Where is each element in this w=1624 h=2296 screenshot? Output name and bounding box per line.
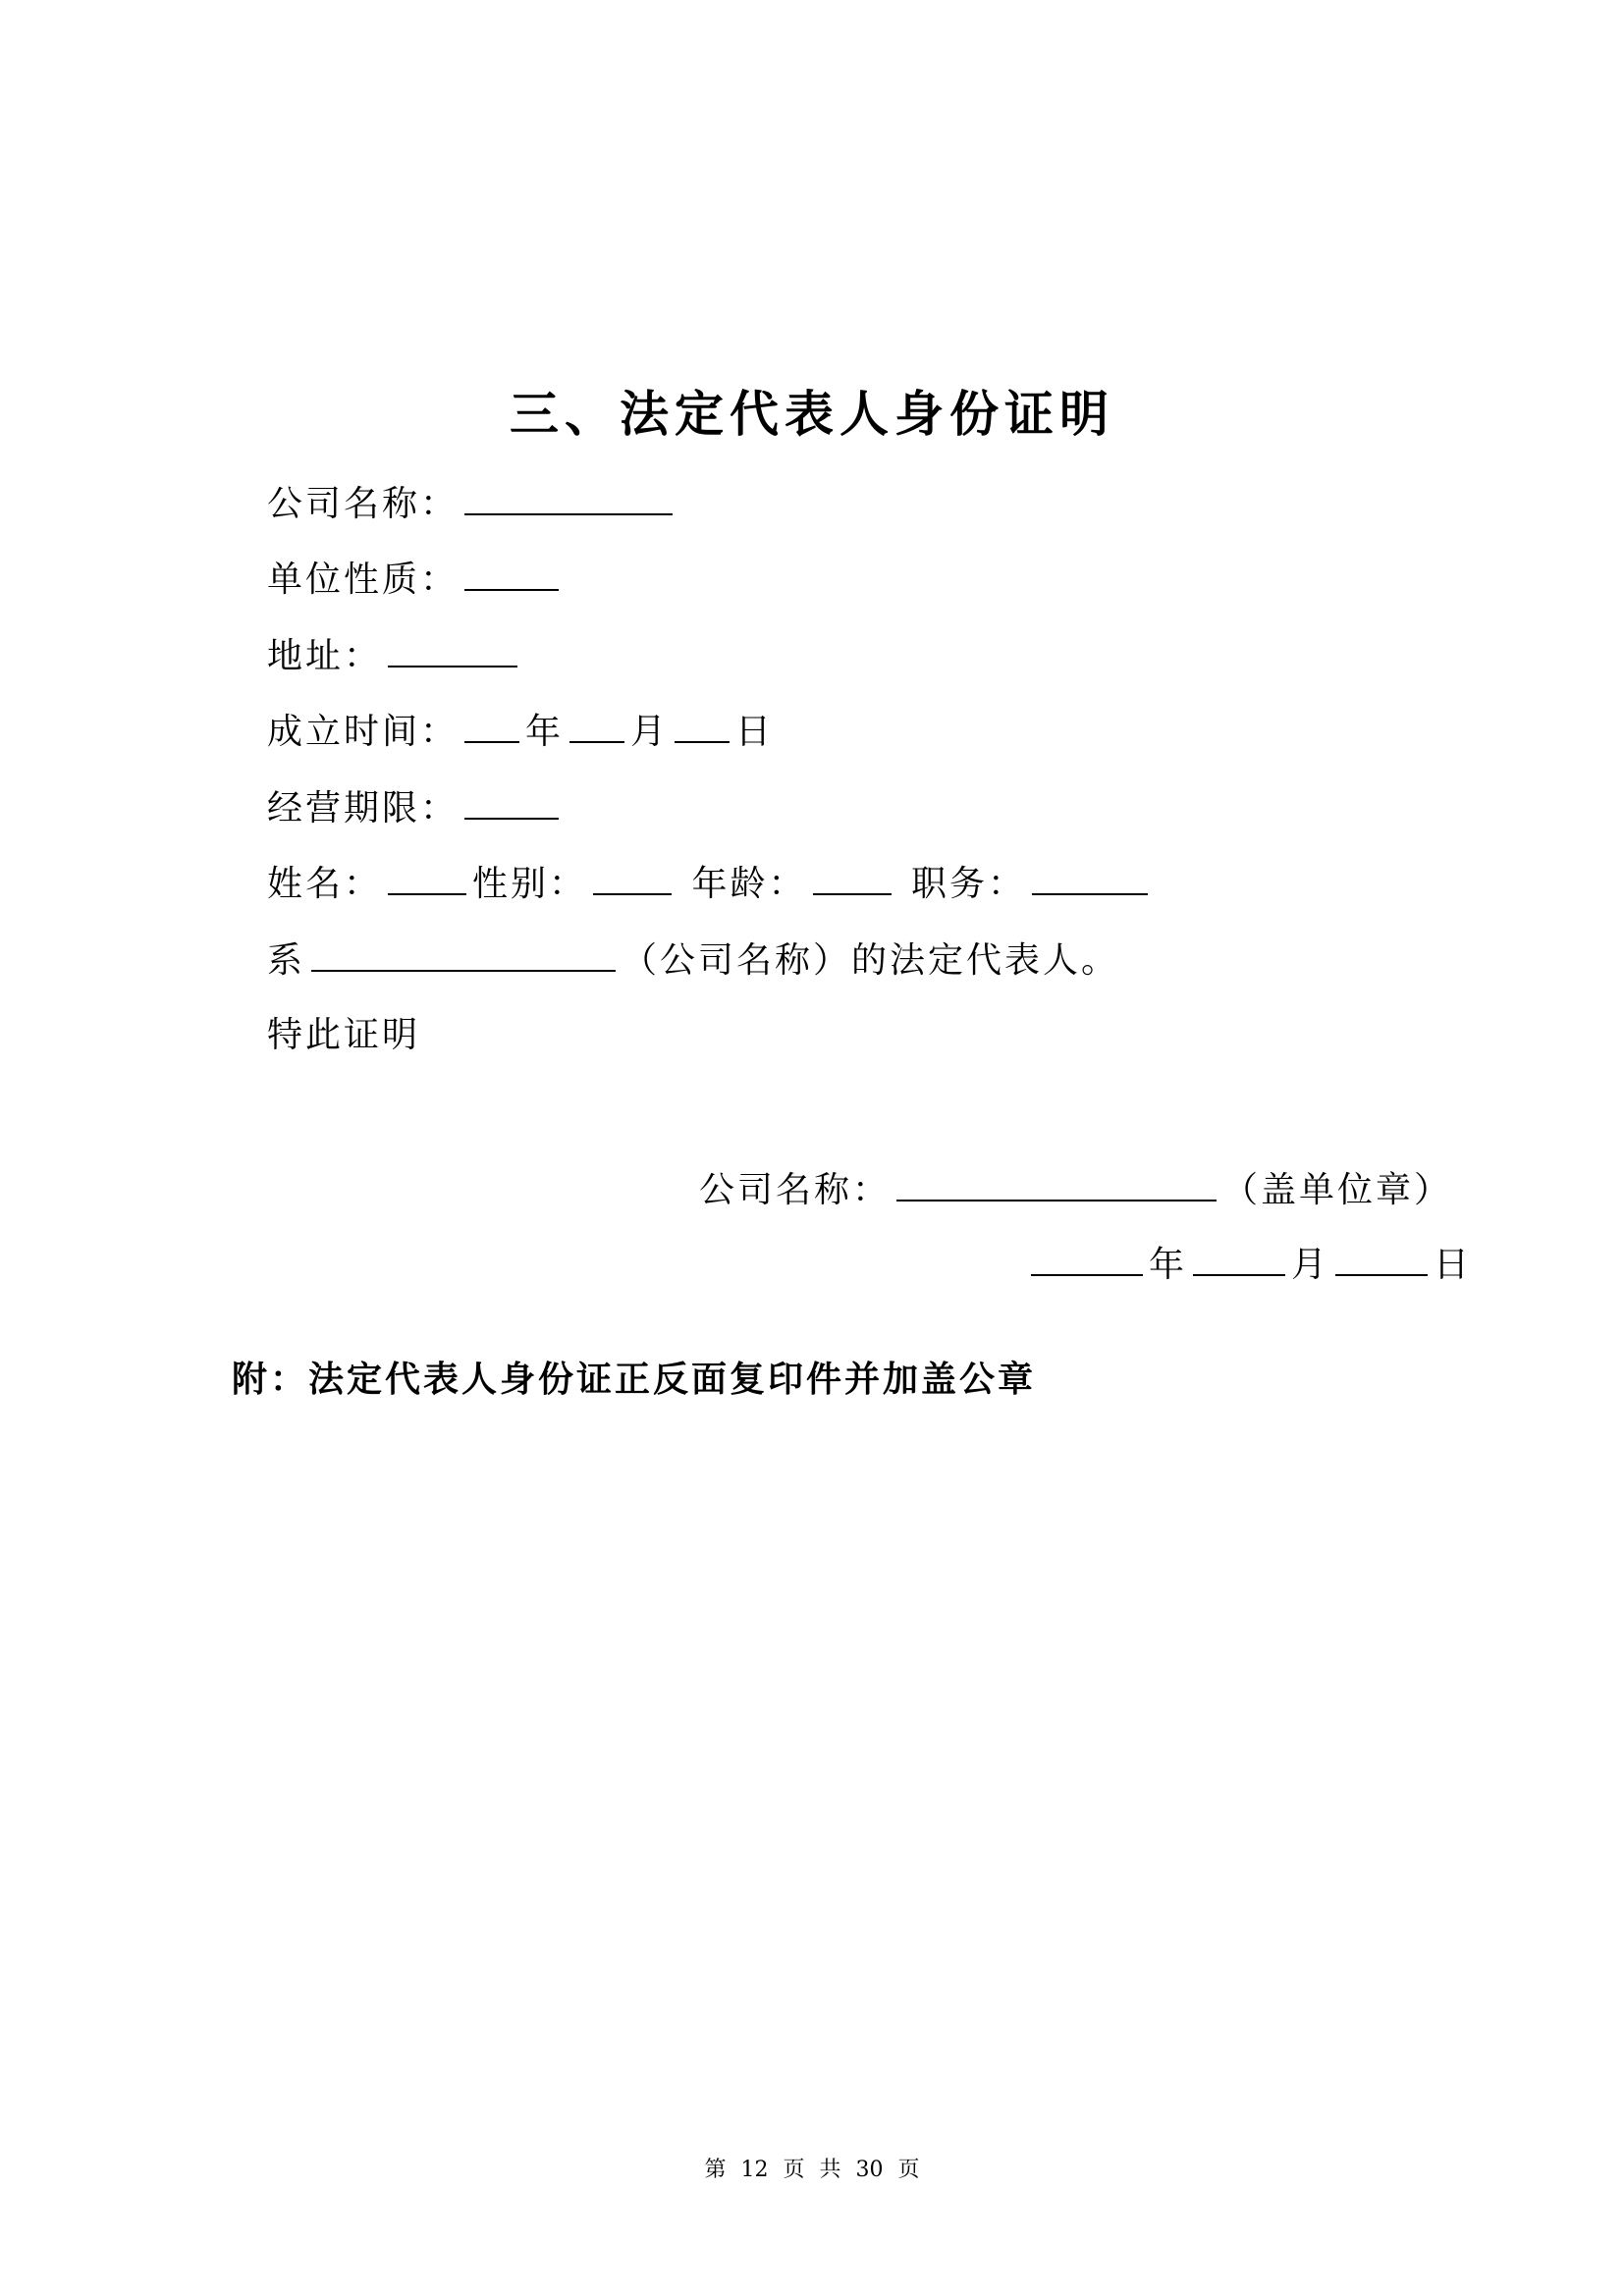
signature-company-row: [699, 1164, 1452, 1216]
is-suffix: （公司名称）的法定代表人。: [622, 940, 1120, 981]
signature-day-blank[interactable]: [1335, 1239, 1428, 1276]
signature-company-label: 公司名称：: [699, 1170, 892, 1210]
signature-year-blank[interactable]: [1031, 1239, 1143, 1276]
signature-company-blank[interactable]: [896, 1164, 1217, 1201]
address-label: 地址：: [267, 636, 383, 676]
founded-year-blank[interactable]: [464, 706, 519, 743]
name-label: 姓名：: [267, 864, 383, 904]
person-row: [267, 858, 1154, 910]
founded-label: 成立时间：: [267, 712, 460, 752]
appendix-note: 附：法定代表人身份证正反面复印件并加盖公章: [232, 1360, 1037, 1400]
is-prefix: 系: [267, 940, 306, 981]
signature-year-unit: 年: [1149, 1245, 1188, 1285]
unit-nature-label: 单位性质：: [267, 560, 460, 600]
term-blank[interactable]: [464, 782, 559, 820]
gender-label: 性别：: [472, 864, 588, 904]
name-blank[interactable]: [388, 858, 466, 895]
page-footer: 第 12 页 共 30 页: [704, 2158, 920, 2182]
age-label: 年龄：: [691, 864, 807, 904]
term-label: 经营期限：: [267, 788, 460, 828]
unit-nature-blank[interactable]: [464, 554, 559, 591]
representative-row: [267, 934, 1119, 987]
founded-day-blank[interactable]: [675, 706, 730, 743]
address-row: [267, 630, 523, 682]
founded-row: [267, 706, 774, 758]
company-name-blank[interactable]: [464, 478, 673, 515]
signature-date-row: [1025, 1239, 1472, 1291]
signature-month-blank[interactable]: [1193, 1239, 1285, 1276]
founded-day-unit: 日: [735, 712, 775, 752]
representative-company-blank[interactable]: [311, 934, 616, 972]
seal-note: （盖单位章）: [1222, 1170, 1453, 1210]
position-label: 职务：: [910, 864, 1026, 904]
company-name-label: 公司名称：: [267, 484, 460, 524]
position-blank[interactable]: [1032, 858, 1148, 895]
hereby-row: [267, 1010, 420, 1061]
page-title: 三、法定代表人身份证明: [510, 386, 1114, 443]
age-blank[interactable]: [813, 858, 892, 895]
founded-month-blank[interactable]: [569, 706, 624, 743]
address-blank[interactable]: [388, 630, 517, 667]
founded-month-unit: 月: [630, 712, 670, 752]
hereby-text: 特此证明: [267, 1015, 421, 1055]
unit-nature-row: [267, 554, 565, 606]
signature-day-unit: 日: [1434, 1245, 1473, 1285]
gender-blank[interactable]: [593, 858, 672, 895]
company-name-row: [267, 478, 678, 530]
term-row: [267, 782, 565, 834]
founded-year-unit: 年: [525, 712, 565, 752]
signature-month-unit: 月: [1291, 1245, 1330, 1285]
